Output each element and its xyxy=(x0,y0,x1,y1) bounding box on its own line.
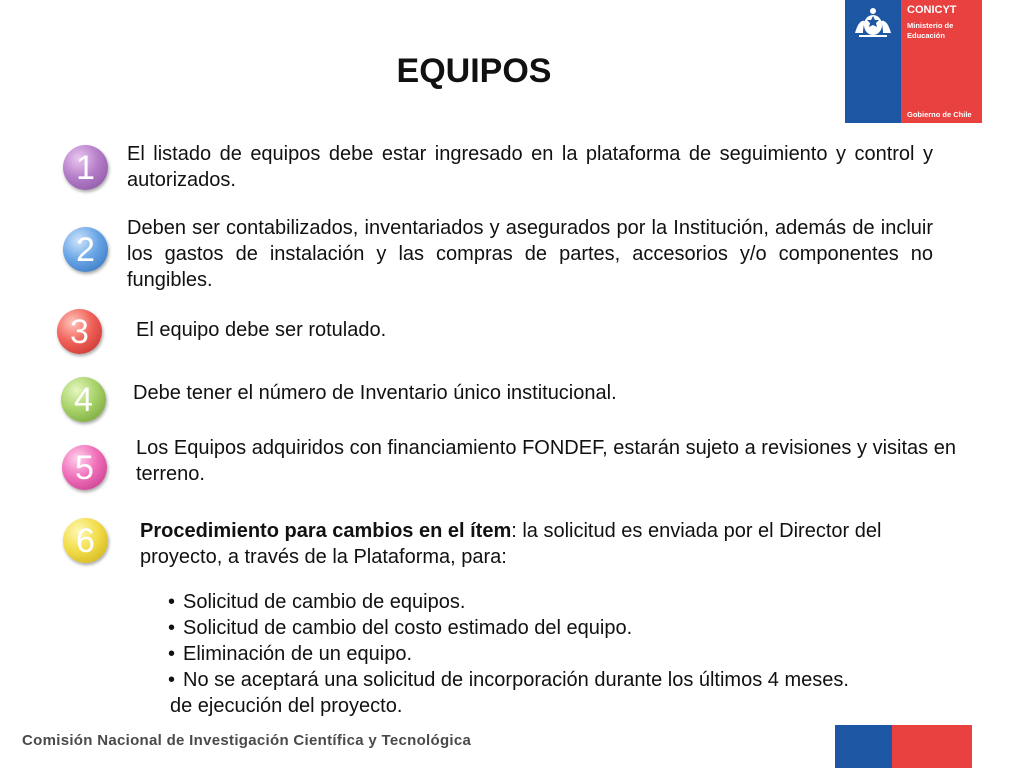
logo-ministry-line1: Ministerio de xyxy=(907,21,954,30)
bullet-text: Solicitud de cambio de equipos. xyxy=(183,591,466,613)
item-2-text: Deben ser contabilizados, inventariados y asegurados por la Institución, además de incluir los gastos de instalación y las compras de partes, accesorios y/o componentes no fungibles. xyxy=(127,217,933,291)
number-badge-4: 4 xyxy=(61,377,106,422)
item-6-text xyxy=(140,518,950,570)
bullet-item xyxy=(168,615,948,641)
item-1-text: El listado de equipos debe estar ingresado en la plataforma de seguimiento y control y autorizados. xyxy=(127,143,933,191)
coat-of-arms-icon xyxy=(851,5,895,39)
item-3-text: El equipo debe ser rotulado. xyxy=(136,319,387,341)
footer-flag-red xyxy=(892,725,972,768)
logo-ministry-line2: Educación xyxy=(907,31,945,40)
bullet-text: Solicitud de cambio del costo estimado del equipo. xyxy=(183,617,633,639)
footer-flag-blue xyxy=(835,725,892,768)
bullet-continuation: de ejecución del proyecto. xyxy=(170,695,403,717)
bullet-dot-icon: • xyxy=(168,643,176,665)
logo-brand: CONICYT xyxy=(907,4,957,16)
bullet-item xyxy=(168,589,948,615)
number-badge-2: 2 xyxy=(63,227,108,272)
item-4-text: Debe tener el número de Inventario único institucional. xyxy=(133,382,617,404)
number-badge-6: 6 xyxy=(63,518,108,563)
item-6-body-text: : la solicitud es enviada por el Director del proyecto, a través de la Plataforma, para: xyxy=(140,520,882,568)
page-title: EQUIPOS xyxy=(396,52,552,90)
bullet-dot-icon: • xyxy=(168,669,176,691)
footer-institution-name: Comisión Nacional de Investigación Científica y Tecnológica xyxy=(22,732,472,749)
logo-ministry xyxy=(907,21,953,41)
item-6-bold-text: Procedimiento para cambios en el ítem xyxy=(140,520,512,542)
bullet-dot-icon: • xyxy=(168,617,176,639)
number-badge-5: 5 xyxy=(62,445,107,490)
logo-government: Gobierno de Chile xyxy=(907,110,972,119)
item-5-text: Los Equipos adquiridos con financiamiento FONDEF, estarán sujeto a revisiones y visitas en terreno. xyxy=(136,437,956,485)
bullet-dot-icon: • xyxy=(168,591,176,613)
number-badge-3: 3 xyxy=(57,309,102,354)
footer-flag-bar xyxy=(835,725,972,768)
number-badge-1: 1 xyxy=(63,145,108,190)
procedure-bullet-list xyxy=(168,589,948,719)
bullet-item xyxy=(168,667,948,693)
bullet-text: No se aceptará una solicitud de incorporación durante los últimos 4 meses. xyxy=(183,669,849,691)
bullet-text: Eliminación de un equipo. xyxy=(183,643,413,665)
bullet-item xyxy=(168,641,948,667)
